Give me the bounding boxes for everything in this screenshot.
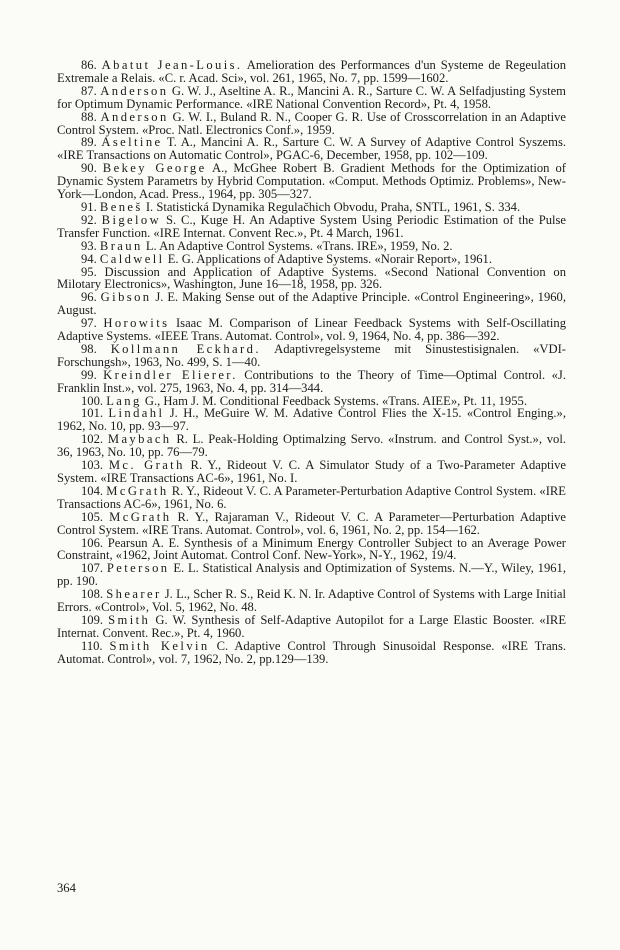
reference-entry <box>57 537 566 563</box>
reference-entry <box>57 369 566 395</box>
reference-number: 86. <box>81 58 97 72</box>
reference-entry <box>57 511 566 537</box>
reference-text: G. W. Synthesis of Self-Adaptive Autopilot for a Large Elastic Booster. «IRE Internat. Convent. Rec.», Pt. 4, 1960. <box>57 612 567 640</box>
reference-number: 98. <box>81 341 97 356</box>
reference-author: Gibson <box>100 290 152 305</box>
reference-text: Adaptivregelsysteme mit Sinustestisignalen. «VDI-Forschungsh», 1963, No. 499, S. 1—40. <box>57 341 566 369</box>
reference-number: 106. <box>81 535 104 550</box>
reference-text: S. C., Kuge H. An Adaptive System Using Periodic Estimation of the Pulse Transfer Function. «IRE Internat. Convent Rec.», Pt. 4 March, 1961. <box>57 212 566 240</box>
reference-text: Contributions to the Theory of Time—Optimal Control. «J. Franklin Inst.», vol. 275, 1963, No. 4, pp. 314—344. <box>57 367 566 395</box>
reference-entry <box>57 485 566 511</box>
reference-number: 91. <box>81 199 97 214</box>
reference-number: 100. <box>81 393 104 408</box>
reference-author: Lindahl <box>108 406 165 421</box>
reference-text: R. Y., Rideout V. C. A Parameter-Perturbation Adaptive Control System. «IRE Transactions AC-6», 1961, No. 6. <box>57 483 567 511</box>
reference-number: 95. <box>81 264 97 279</box>
reference-number: 87. <box>81 83 97 98</box>
reference-author: McGrath <box>109 509 172 524</box>
reference-number: 110. <box>81 638 103 653</box>
reference-author: Kollmann Eckhard. <box>110 341 261 356</box>
reference-number: 101. <box>81 406 104 421</box>
reference-text: A., McGhee Robert B. Gradient Methods for the Optimization of Dynamic System Parametrs by Hybrid Computation. «Comput. Methods Optimiz. Problems», New-York—London, Acad. Press., 1964, pp. 305—327. <box>57 161 566 202</box>
reference-author: Horowits <box>103 316 170 331</box>
reference-number: 108. <box>81 587 104 602</box>
reference-entry <box>57 317 566 343</box>
reference-author: Kreindler Elierer. <box>103 367 238 382</box>
reference-entry <box>57 562 566 588</box>
reference-text: G. W. J., Aseltine A. R., Mancini A. R., Sarture C. W. A Selfadjusting System for Optimum Dynamic Performance. «IRE National Convention Record», Pt. 4, 1958. <box>57 83 566 111</box>
reference-author: Smith Kelvin <box>109 638 210 653</box>
reference-text: R. L. Peak-Holding Optimalzing Servo. «Instrum. and Control Syst.», vol. 36, 1963, No. 10, pp. 76—79. <box>57 432 567 460</box>
reference-entry <box>57 343 566 369</box>
reference-number: 107. <box>81 561 104 576</box>
reference-text: L. An Adaptive Control Systems. «Trans. IRE», 1959, No. 2. <box>145 238 453 253</box>
reference-entry <box>57 433 566 459</box>
reference-author: Smith <box>108 612 151 627</box>
reference-number: 102. <box>81 432 104 447</box>
reference-author: Mc. Grath <box>108 458 185 473</box>
reference-entry <box>57 640 566 666</box>
reference-text: I. Statistická Dynamika Regulačhich Obvodu, Praha, SNTL, 1961, S. 334. <box>145 199 521 214</box>
reference-author: Beneš <box>99 199 143 214</box>
reference-text: G., Ham J. M. Conditional Feedback Systems. «Trans. AIEE», Pt. 11, 1955. <box>144 393 527 408</box>
reference-text: Pearsun A. E. Synthesis of a Minimum Energy Controller Subject to an Average Power Constraint, «1962, Joint Automat. Control Conf. New-York», N-Y., 1962, 19/4. <box>57 535 566 563</box>
reference-entry <box>57 59 566 85</box>
reference-number: 89. <box>81 135 97 150</box>
reference-entry <box>57 136 566 162</box>
reference-entry <box>57 85 566 111</box>
reference-author: Braun <box>99 238 143 253</box>
reference-author: McGrath <box>106 483 169 498</box>
reference-number: 88. <box>81 109 97 124</box>
reference-author: Peterson <box>106 561 170 576</box>
reference-entry <box>57 459 566 485</box>
reference-author: Anderson <box>100 109 169 124</box>
reference-author: Shearer <box>106 587 162 602</box>
reference-number: 104. <box>81 483 104 498</box>
reference-author: Abatut Jean-Louis. <box>101 58 243 72</box>
reference-text: Discussion and Application of Adaptive Systems. «Second National Convention on Milotary Electronics», Washington, June 16—18, 1958, pp. 326. <box>57 264 567 292</box>
reference-text: Isaac M. Comparison of Linear Feedback Systems with Self-Oscillating Adaptive Systems. «IEEE Trans. Automat. Control», vol. 9, 1964, No. 4, pp. 386—392. <box>57 316 567 344</box>
reference-author: Bekey George <box>102 161 207 176</box>
reference-entry <box>57 614 566 640</box>
reference-text: E. L. Statistical Analysis and Optimization of Systems. N.—Y., Wiley, 1961, pp. 190. <box>57 561 566 589</box>
reference-author: Anderson <box>100 83 169 98</box>
reference-list <box>57 59 566 666</box>
reference-entry <box>57 588 566 614</box>
reference-author: Caldwell <box>99 251 165 266</box>
reference-text: J. H., MeGuire W. M. Adative Control Flies the X-15. «Control Enging.», 1962, No. 10, pp. 93—97. <box>57 406 566 434</box>
reference-entry <box>57 266 566 292</box>
reference-entry <box>57 214 566 240</box>
reference-author: Bigelow <box>101 212 162 227</box>
reference-text: R. Y., Rajaraman V., Rideout V. C. A Parameter—Perturbation Adaptive Control System. «IRE Trans. Automat. Control», vol. 6, 1961, No. 2, pp. 154—162. <box>57 509 566 537</box>
reference-number: 97. <box>81 316 97 331</box>
reference-number: 90. <box>81 161 97 176</box>
reference-number: 92. <box>81 212 97 227</box>
reference-text: G. W. I., Buland R. N., Cooper G. R. Use of Crosscorrelation in an Adaptive Control System. «Proc. Natl. Electronics Conf.», 1959. <box>57 109 566 137</box>
reference-number: 105. <box>81 509 104 524</box>
reference-number: 99. <box>81 367 97 382</box>
reference-number: 93. <box>81 238 97 253</box>
reference-number: 103. <box>81 458 104 473</box>
reference-text: J. L., Scher R. S., Reid K. N. Ir. Adaptive Control of Systems with Large Initial Errors. «Control», Vol. 5, 1962, No. 48. <box>57 587 566 615</box>
reference-number: 109. <box>81 612 104 627</box>
reference-entry <box>57 407 566 433</box>
reference-entry <box>57 291 566 317</box>
reference-text: T. A., Mancini A. R., Sarture C. W. A Survey of Adaptive Control Syszems. «IRE Transactions on Automatic Control», PGAC-6, December, 1958, pp. 102—109. <box>57 135 566 163</box>
reference-author: Lang <box>106 393 142 408</box>
reference-text: Amelioration des Performances d'un Systeme de Regeulation Extremale a Relais. «C. r. Acad. Sci», vol. 261, 1965, No. 7, pp. 1599—1602. <box>57 58 566 85</box>
reference-entry <box>57 111 566 137</box>
reference-number: 94. <box>81 251 97 266</box>
reference-number: 96. <box>81 290 97 305</box>
reference-author: Aseltine <box>101 135 163 150</box>
reference-text: C. Adaptive Control Through Sinusoidal Response. «IRE Trans. Automat. Control», vol. 7, 1962, No. 2, pp.129—139. <box>57 638 567 666</box>
reference-author: Maybach <box>107 432 172 447</box>
page-number: 364 <box>57 881 76 895</box>
reference-text: J. E. Making Sense out of the Adaptive Principle. «Control Engineering», 1960, August. <box>57 290 567 318</box>
reference-entry <box>57 162 566 201</box>
reference-text: R. Y., Rideout V. C. A Simulator Study of a Two-Parameter Adaptive System. «IRE Transactions AC-6», 1961, No. I. <box>57 458 567 485</box>
reference-text: E. G. Applications of Adaptive Systems. «Norair Report», 1961. <box>167 251 492 266</box>
